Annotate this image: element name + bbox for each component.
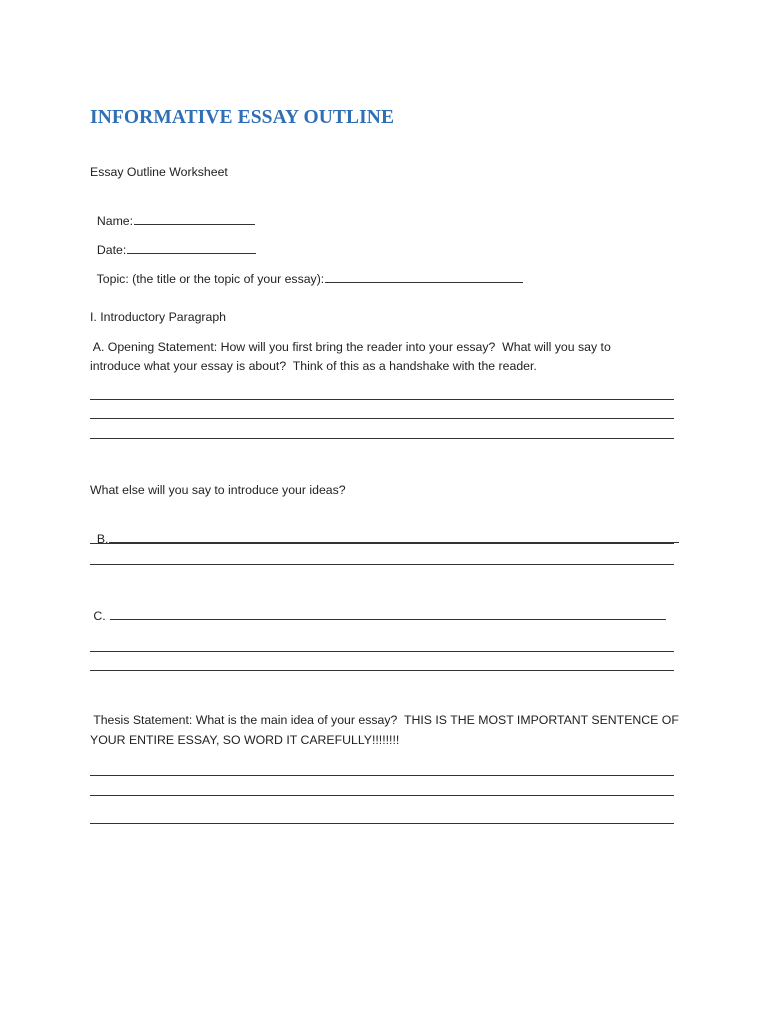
answer-line[interactable] bbox=[90, 775, 674, 776]
opening-statement-line2: introduce what your essay is about? Think of this as a handshake with the reader. bbox=[90, 359, 537, 373]
answer-line[interactable] bbox=[90, 564, 674, 565]
section-heading: I. Introductory Paragraph bbox=[90, 310, 227, 324]
thesis-statement-line2: YOUR ENTIRE ESSAY, SO WORD IT CAREFULLY!!!!!!!! bbox=[90, 733, 400, 747]
answer-line[interactable] bbox=[90, 670, 674, 671]
topic-label: Topic: (the title or the topic of your essay): bbox=[96, 272, 325, 286]
answer-line[interactable] bbox=[90, 438, 674, 439]
date-label: Date: bbox=[96, 243, 127, 257]
answer-line[interactable] bbox=[90, 823, 674, 824]
item-b-blank-line[interactable] bbox=[109, 529, 679, 543]
item-c-blank-line[interactable] bbox=[110, 606, 666, 620]
topic-blank-line[interactable] bbox=[325, 269, 523, 283]
name-label: Name: bbox=[96, 214, 134, 228]
answer-line[interactable] bbox=[90, 795, 674, 796]
item-c-label: C. bbox=[90, 609, 110, 623]
item-b-label: B. bbox=[96, 532, 109, 546]
document-title: INFORMATIVE ESSAY OUTLINE bbox=[90, 107, 395, 128]
answer-line[interactable] bbox=[90, 543, 674, 544]
answer-line[interactable] bbox=[90, 651, 674, 652]
thesis-statement-line1: Thesis Statement: What is the main idea of your essay? THIS IS THE MOST IMPORTANT SENTENCE OF bbox=[90, 713, 679, 727]
opening-statement-line1: A. Opening Statement: How will you first bring the reader into your essay? What will you say to bbox=[90, 340, 611, 354]
answer-line[interactable] bbox=[90, 418, 674, 419]
worksheet-subtitle: Essay Outline Worksheet bbox=[90, 165, 228, 179]
answer-line[interactable] bbox=[90, 399, 674, 400]
topic-field bbox=[90, 250, 523, 289]
item-c bbox=[90, 606, 666, 626]
what-else-prompt: What else will you say to introduce your ideas? bbox=[90, 483, 346, 497]
